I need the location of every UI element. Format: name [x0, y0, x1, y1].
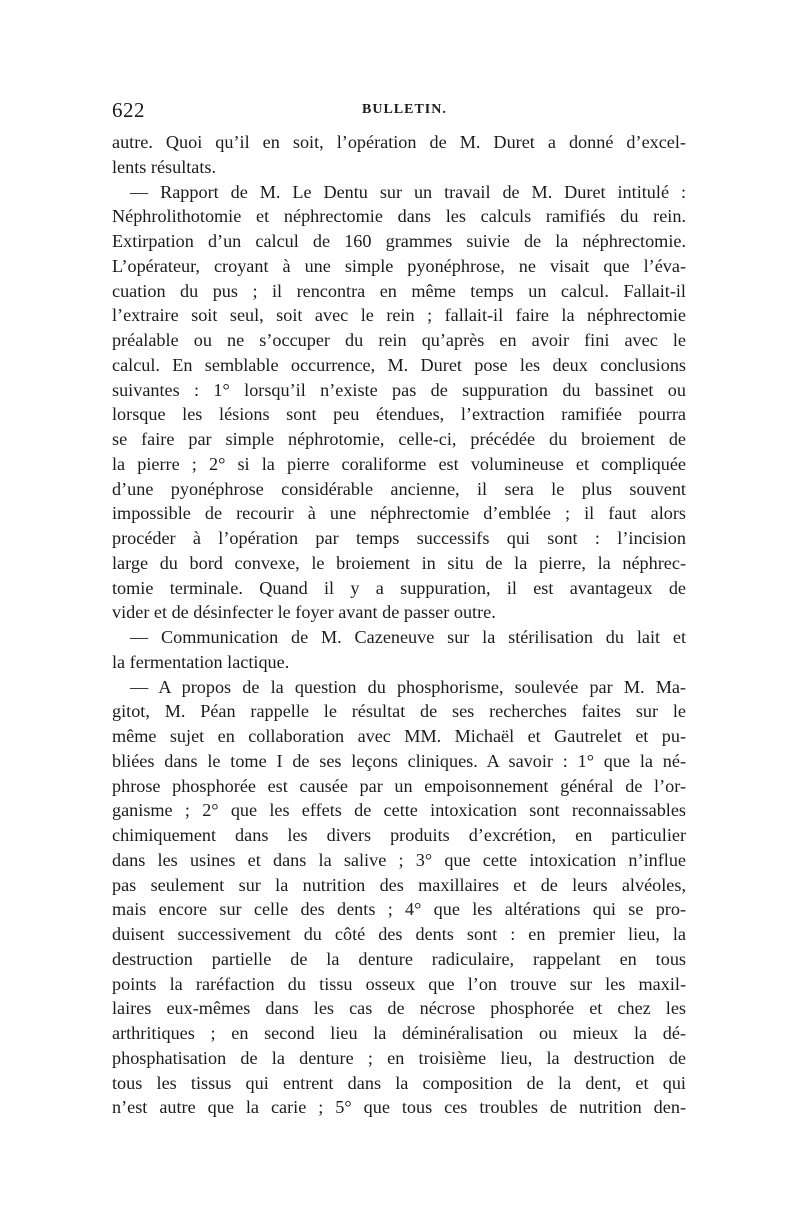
paragraph-le-dentu-report — [112, 180, 686, 626]
text-line: se faire par simple néphrotomie, celle-ci, précédée du broiement de — [112, 429, 686, 449]
text-line: points la raréfaction du tissu osseux que l’on trouve sur les maxil- — [112, 973, 686, 994]
running-head: BULLETIN. — [362, 102, 447, 117]
text-line: lorsque les lésions sont peu étendues, l’extraction ramifiée pourra — [112, 404, 686, 425]
text-line: duisent successivement du côté des dents sont : en premier lieu, la — [112, 924, 686, 944]
text-line: bliées dans le tome I de ses leçons cliniques. A savoir : 1° que la né- — [112, 750, 686, 771]
text-line: laires eux-mêmes dans les cas de nécrose phosphorée et chez les — [112, 998, 686, 1019]
text-line: vider et de désinfecter le foyer avant de passer outre. — [112, 602, 496, 623]
page-number: 622 — [112, 98, 145, 122]
paragraph-phosphorisme — [112, 675, 686, 1121]
text-line: chimiquement dans les divers produits d’excrétion, en particulier — [112, 825, 686, 845]
text-line: la pierre ; 2° si la pierre coraliforme est volumineuse et compliquée — [112, 453, 686, 474]
text-line: gitot, M. Péan rappelle le résultat de ses recherches faites sur le — [112, 701, 686, 722]
text-line: calcul. En semblable occurrence, M. Duret pose les deux conclusions — [112, 354, 686, 375]
text-line: phosphatisation de la denture ; en troisième lieu, la destruction de — [112, 1047, 686, 1068]
book-page — [112, 98, 686, 1120]
page-header — [112, 98, 686, 130]
text-line: n’est autre que la carie ; 5° que tous ces troubles de nutrition den- — [112, 1097, 686, 1118]
text-line: — Communication de M. Cazeneuve sur la stérilisation du lait et — [130, 627, 686, 647]
text-line: tous les tissus qui entrent dans la composition de la dent, et qui — [112, 1072, 686, 1093]
text-line: impossible de recourir à une néphrectomie d’emblée ; il faut alors — [112, 503, 686, 524]
text-line: L’opérateur, croyant à une simple pyonéphrose, ne visait que l’éva- — [112, 255, 686, 276]
text-line: arthritiques ; en second lieu la déminéralisation ou mieux la dé- — [112, 1023, 686, 1043]
text-line: Néphrolithotomie et néphrectomie dans les calculs ramifiés du rein. — [112, 206, 686, 227]
text-line: d’une pyonéphrose considérable ancienne, il sera le plus souvent — [112, 478, 686, 499]
text-line: autre. Quoi qu’il en soit, l’opération de M. Duret a donné d’excel- — [112, 132, 686, 152]
text-line: lents résultats. — [112, 156, 217, 177]
text-line: même sujet en collaboration avec MM. Michaël et Gautrelet et pu- — [112, 726, 686, 746]
text-line: l’extraire soit seul, soit avec le rein ; fallait-il faire la néphrectomie — [112, 305, 686, 326]
text-line: large du bord convexe, le broiement in situ de la pierre, la néphrec- — [112, 552, 686, 573]
text-line: la fermentation lactique. — [112, 651, 290, 672]
text-line: cuation du pus ; il rencontra en même temps un calcul. Fallait-il — [112, 280, 686, 301]
text-line: pas seulement sur la nutrition des maxillaires et de leurs alvéoles, — [112, 874, 686, 895]
text-line: phrose phosphorée est causée par un empoisonnement général de l’or- — [112, 775, 686, 796]
text-line: procéder à l’opération par temps successifs qui sont : l’incision — [112, 528, 686, 548]
text-line: — Rapport de M. Le Dentu sur un travail de M. Duret intitulé : — [130, 181, 686, 202]
paragraph-cazeneuve-communication — [112, 625, 686, 675]
text-line: — A propos de la question du phosphorisme, soulevée par M. Ma- — [130, 676, 686, 697]
text-line: ganisme ; 2° que les effets de cette intoxication sont reconnaissables — [112, 800, 686, 821]
text-line: préalable ou ne s’occuper du rein qu’après en avoir fini avec le — [112, 330, 686, 350]
text-line: destruction partielle de la denture radiculaire, rappelant en tous — [112, 948, 686, 969]
text-line: tomie terminale. Quand il y a suppuration, il est avantageux de — [112, 577, 686, 598]
text-line: suivantes : 1° lorsqu’il n’existe pas de suppuration du bassinet ou — [112, 379, 686, 400]
text-line: Extirpation d’un calcul de 160 grammes suivie de la néphrectomie. — [112, 231, 686, 251]
text-line: dans les usines et dans la salive ; 3° que cette intoxication n’influe — [112, 849, 686, 870]
text-line: mais encore sur celle des dents ; 4° que les altérations qui se pro- — [112, 899, 686, 920]
paragraph-continuation — [112, 130, 686, 180]
